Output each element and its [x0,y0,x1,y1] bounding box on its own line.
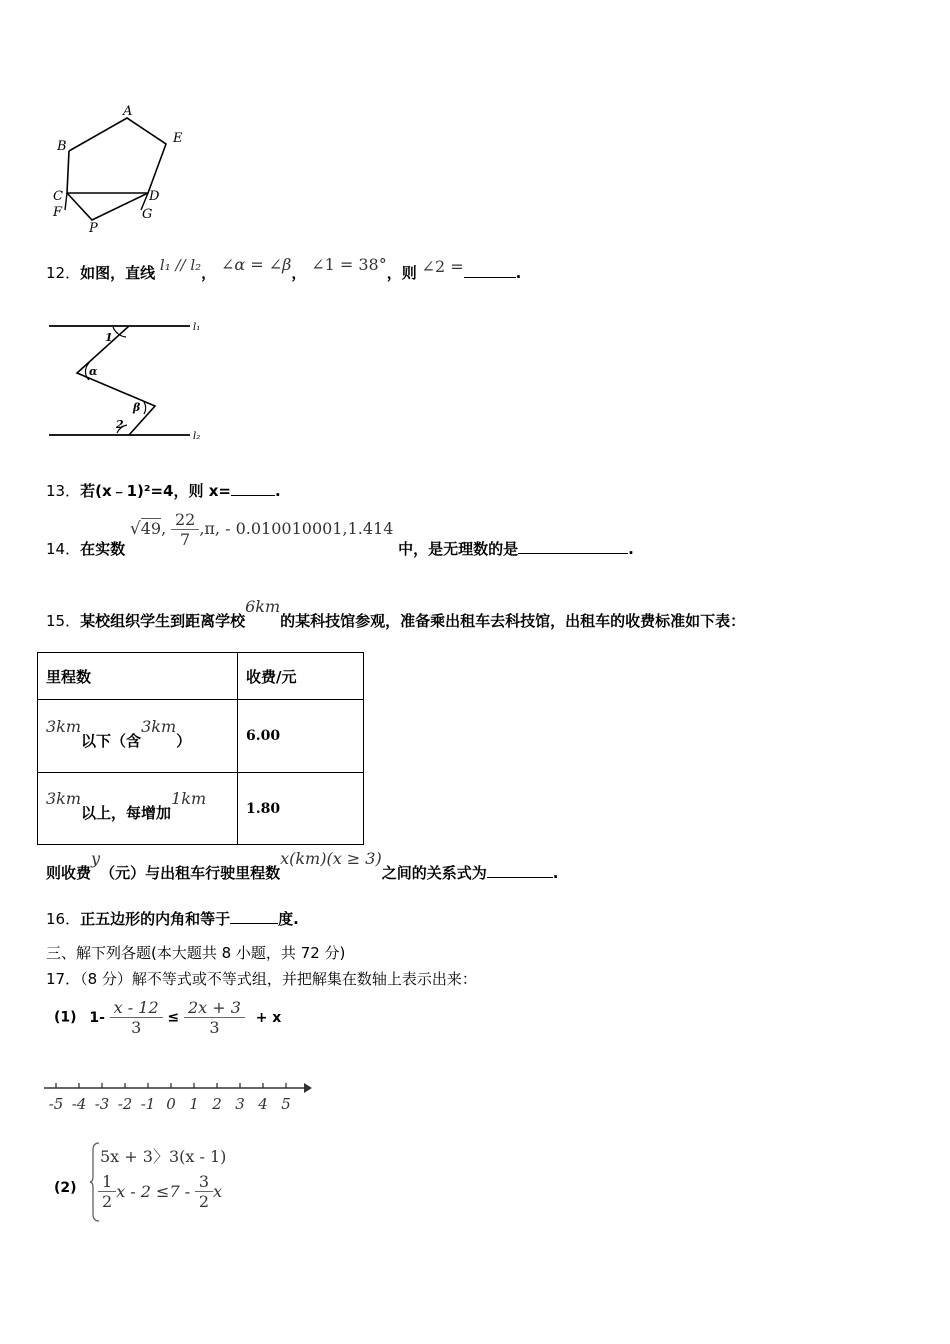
row1-km2: 3km [141,716,177,736]
q17-part1 [54,998,281,1050]
q12-prefix: 如图，直线 [80,264,156,282]
part1-frac2 [184,998,245,1037]
pentagon-figure [45,100,205,240]
part1-frac2-den: 3 [209,1018,220,1037]
part1-frac1 [110,998,163,1037]
number-line-label: 5 [281,1095,291,1113]
label-angle-1: 1 [105,331,113,344]
part2-label: (2) [54,1180,77,1196]
q12-equal-angles: ∠α = ∠β [220,255,292,274]
part2-frac1-num: 1 [98,1172,116,1192]
q14-math-expression [130,510,393,549]
q16-number: 16． [46,910,81,928]
number-line-label: -5 [48,1095,64,1113]
question-13 [46,480,281,501]
label-angle-2: 2 [116,418,124,431]
table-header-fee: 收费/元 [238,653,364,700]
q12-number: 12． [46,264,81,282]
table-row [38,773,364,845]
question-15-relation [46,848,558,884]
number-line-label: 3 [235,1095,245,1113]
pentagon-outline [67,118,166,193]
label-e: E [173,131,183,146]
q14-comma: , [161,519,167,538]
q15-var-x: x(km)(x ≥ 3) [280,849,382,868]
q15-distance: 6km [245,597,281,616]
q15-after-mid: （元）与出租车行驶里程数 [100,864,281,882]
label-angle-alpha: α [89,365,98,378]
q13-answer-blank[interactable] [231,494,275,496]
number-line-label: 0 [166,1095,176,1113]
angle-beta-arc [144,402,146,414]
row1-text1: 以下（含 [81,731,142,750]
label-b: B [57,139,67,154]
q14-number: 14． [46,540,81,558]
number-line-label: 1 [189,1095,199,1113]
q13-text: 若(x﹣1)²=4，则 x= [80,482,231,500]
part2-frac2-den: 2 [198,1192,210,1211]
number-line-label: 4 [258,1095,268,1113]
q16-suffix: 度. [278,910,299,928]
fee-table [37,652,364,845]
number-line [42,1076,312,1116]
q16-answer-blank[interactable] [230,922,278,924]
q12-sep3: ，则 [386,264,417,282]
q15-answer-blank[interactable] [487,876,553,878]
q15-suffix: 的某科技馆参观，准备乘出租车去科技馆，出租车的收费标准如下表： [280,612,746,630]
label-p: P [89,221,98,236]
row1-km1: 3km [46,716,82,736]
section-3-title: 三、解下列各题(本大题共 8 小题，共 72 分) [46,944,346,962]
part1-label: (1) [54,1009,77,1026]
label-l2: l₂ [193,431,201,442]
part2-frac2 [195,1172,213,1211]
part2-frac1 [98,1172,116,1211]
q14-prefix: 在实数 [80,540,126,558]
q15-end: . [552,864,559,882]
q12-sep2: ， [291,264,307,282]
q17-number: 17． [46,970,81,988]
table-row [38,700,364,773]
q14-suffix: 中，是无理数的是 [398,540,519,558]
part1-frac2-num: 2x + 3 [184,998,245,1018]
label-c: C [53,189,63,204]
q14-sqrt-arg: 49 [140,519,162,538]
label-f: F [53,205,63,220]
label-d: D [149,189,160,204]
number-line-label: 2 [212,1095,222,1113]
q12-answer-blank[interactable] [464,276,516,278]
q12-suffix: . [515,264,522,282]
number-line-arrow [304,1083,312,1093]
row1-text2: ） [176,731,192,750]
table-header-distance: 里程数 [38,653,238,700]
question-12 [46,255,522,302]
label-angle-beta: β [133,401,141,414]
number-line-label: -1 [140,1095,156,1113]
q14-sqrt-symbol: √ [129,519,141,539]
part2-line1: 5x + 3〉3(x - 1) [100,1147,227,1166]
q15-number: 15． [46,612,81,630]
label-l1: l₁ [193,322,201,333]
table-header-row [38,653,364,700]
q14-frac-num: 22 [171,510,199,530]
part2-line2-mid: x - 2 ≤7 - [116,1182,191,1201]
q17-text: （8 分）解不等式或不等式组，并把解集在数轴上表示出来： [80,970,477,988]
part2-line2 [98,1172,222,1211]
q15-var-y: y [91,849,101,868]
segment-cf [65,193,67,210]
q14-frac-den: 7 [180,530,191,549]
q12-angle1: ∠1 = 38° [311,255,387,274]
q13-suffix: . [274,482,281,500]
q14-fraction [171,510,199,549]
part1-frac1-den: 3 [131,1018,142,1037]
q16-text: 正五边形的内角和等于 [80,910,231,928]
part2-frac1-den: 2 [102,1192,113,1211]
q15-prefix: 某校组织学生到距离学校 [80,612,246,630]
q12-sep1: ， [201,264,217,282]
q15-after-prefix: 则收费 [46,864,92,882]
number-line-label: -2 [117,1095,133,1113]
row2-text1: 以上，每增加 [81,804,172,822]
row2-km2: 1km [171,789,207,808]
q13-number: 13． [46,482,81,500]
part1-tail: + x [255,1009,282,1026]
question-15 [46,596,745,632]
triangle-cpd [67,193,148,220]
q12-angle2: ∠2 = [421,257,464,276]
number-line-label: -3 [94,1095,110,1113]
row2-km1: 3km [46,789,82,808]
part1-lead: 1- [89,1009,105,1026]
part2-frac2-num: 3 [195,1172,213,1192]
question-16 [46,908,299,929]
q15-after-suffix: 之间的关系式为 [381,864,487,882]
table-cell-fee-2: 1.80 [238,773,364,845]
q14-answer-blank[interactable] [518,552,628,554]
table-cell-fee-1: 6.00 [238,700,364,773]
label-g: G [142,207,153,222]
q12-parallel: l₁ // l₂ [159,256,202,274]
part1-frac1-num: x - 12 [110,998,163,1018]
q14-rest: ,π, - 0.010010001,1.414 [199,519,394,538]
part1-op: ≤ [167,1009,180,1026]
angle-1-arc [113,327,126,337]
table-cell-distance-1 [38,700,238,773]
q14-end: . [628,540,634,558]
table-cell-distance-2 [38,773,238,845]
number-line-label: -4 [71,1095,87,1113]
part2-line2-tail: x [213,1182,223,1201]
question-17 [46,968,477,989]
question-14 [46,510,634,560]
label-a: A [123,104,133,119]
parallel-lines-figure [45,315,215,447]
